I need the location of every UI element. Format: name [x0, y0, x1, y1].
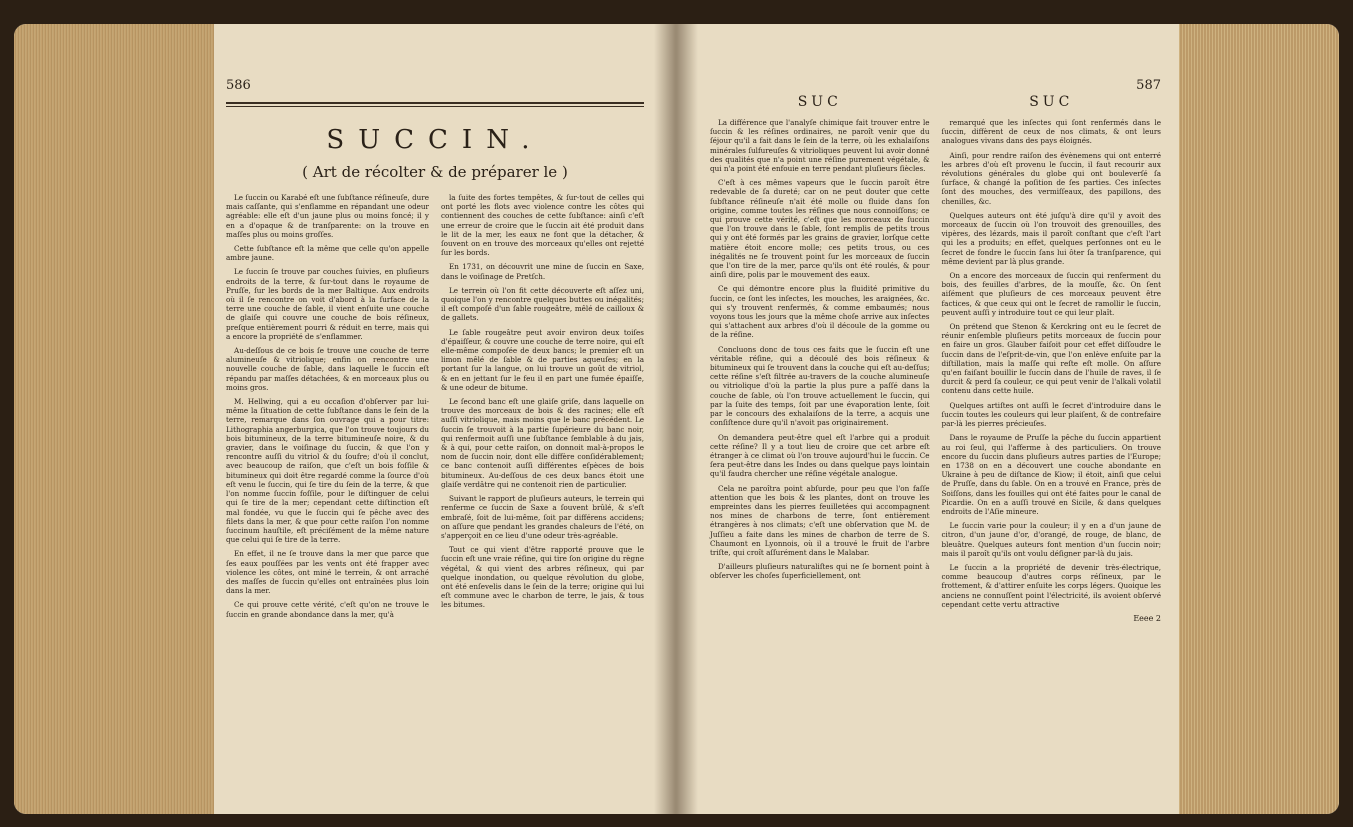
right-columns — [710, 118, 1161, 623]
paragraph: Ce qui démontre encore plus la fluidité primitive du ſuccin, ce ſont les inſectes, les mouches, les araignées, &c. qui s'y trouvent renfermés, & comme embaumés; nous voyons tous les jours que la même choſe arrive aux inſectes qui s'attachent aux arbres d'où il découle de la gomme ou de la réſine. — [710, 284, 930, 340]
paragraph: En effet, il ne ſe trouve dans la mer que parce que ſes eaux pouſſées par les vents ont été frapper avec violence les côtes, ont miné le terrein, & ont arraché des maſſes de ſuccin qu'elles ont entraînées plus loin dans la mer. — [226, 549, 429, 596]
right-page-number: 587 — [1136, 78, 1161, 93]
paragraph: On demandera peut-être quel eſt l'arbre qui a produit cette réſine? Il y a tout lieu de croire que cet arbre eſt étranger à ce climat où l'on trouve aujourd'hui le ſuccin. Ce ſera peut-être dans les Indes ou dans quelque pays lointain qu'il faudra chercher une réſine végétale analogue. — [710, 432, 930, 479]
paragraph: On prétend que Stenon & Kerckring ont eu le ſecret de réunir enſemble pluſieurs petits morceaux de ſuccin pour en faire un gros. Glauber faiſoit pour cet effet diſſoudre le ſuccin dans de l'eſprit-de-vin, que l'on enlève enſuite par la diſtillation, mais la maſſe qui reſte eſt molle. On aſſure qu'en faiſant bouillir le ſuccin dans de l'huile de raves, il ſe durcit & perd ſa couleur, ce qui peut venir de l'alkali volatil contenu dans cette huile. — [941, 322, 1161, 396]
paragraph: D'ailleurs pluſieurs naturaliſtes qui ne ſe bornent point à obſerver les choſes ſuperficiellement, ont — [710, 562, 930, 581]
paragraph: En 1731, on découvrit une mine de ſuccin en Saxe, dans le voiſinage de Pretſch. — [441, 262, 644, 281]
paragraph: C'eſt à ces mêmes vapeurs que le ſuccin paroît être redevable de ſa dureté; car on ne peut douter que cette ſubſtance réſineuſe n'ait été molle ou fluide dans ſon origine, comme toutes les réſines que nous connoiſſons; ce qui prouve cette vérité, c'eſt que les morceaux de ſuccin que l'on trouve dans le ſable, ſont remplis de petits trous qui y ont été formés par les grains de gravier, lorſque cette matière étoit encore molle; ces petits trous, ou ces inégalités ne ſe trouvent point ſur les morceaux de ſuccin que l'on tire de la mer, parce qu'ils ont été roulés, & pour ainſi dire, polis par le mouvement des eaux. — [710, 178, 930, 280]
paragraph: Cela ne paroîtra point abſurde, pour peu que l'on faſſe attention que les bois & les plantes, dont on trouve les empreintes dans les pierres feuilletées qui accompagnent nos mines de charbons de terre, ſont entièrement étrangères à nos climats; c'eſt une obſervation que M. de Juſſieu a faite dans les mines de charbon de terre de S. Chaumont en Lyonnois, où il a trouvé le fruit de l'arbre triſte, qui croît aſſurément dans le Malabar. — [710, 483, 930, 557]
paragraph: La différence que l'analyſe chimique fait trouver entre le ſuccin & les réſines ordinaires, ne paroît venir que du ſéjour qu'il a fait dans le ſein de la terre, où les exhalaiſons minérales ſulfureuſes & vitrioliques peuvent lui avoir donné des qualités que n'a point une réſine purement végétale, & qui n'a point été enfouie en terre pendant pluſieurs ſiècles. — [710, 118, 930, 174]
article-title: SUCCIN. — [326, 125, 544, 155]
paragraph: On a encore des morceaux de ſuccin qui renferment du bois, des feuilles d'arbres, de la mouſſe, &c. On ſent aiſément que pluſieurs de ces morceaux peuvent être factices, & que ceux qui ont le ſecret de ramollir le ſuccin, peuvent auſſi y introduire tout ce qui leur plaît. — [941, 271, 1161, 317]
paragraph: Concluons donc de tous ces faits que le ſuccin eſt une véritable réſine, qui a découlé des bois réſineux & bitumineux qui ſe trouvent dans la couche qui eſt au-deſſus; cette réſine s'eſt filtrée au-travers de la couche alumineuſe ou vitriolique d'où la partie la plus pure a paſſé dans la couche de ſable, où l'on trouve actuellement le ſuccin, qui par la ſuite des temps, ſoit par une évaporation lente, ſoit par le concours des exhalaiſons de la terre, a acquis une conſiſtence dure qu'il n'avoit pas originairement. — [710, 344, 930, 428]
paragraph: Quelques auteurs ont été juſqu'à dire qu'il y avoit des morceaux de ſuccin où l'on trouvoit des grenouilles, des vipères, des lézards, mais il paroît conſtant que c'eſt l'art qui les a produits; en effet, quelques perſonnes ont eu le ſecret de fondre le ſuccin ſans lui ôter ſa tranſparence, qui même devient par là plus grande. — [941, 210, 1161, 266]
left-page-number: 586 — [226, 78, 251, 93]
left-fore-edge — [14, 24, 214, 814]
paragraph: Au-deſſous de ce bois ſe trouve une couche de terre alumineuſe & vitriolique; enfin on rencontre une nouvelle couche de ſable, dans laquelle le ſuccin eſt répandu par maſſes détachées, & en morceaux plus ou moins gros. — [226, 346, 429, 392]
paragraph: Le ſuccin ſe trouve par couches ſuivies, en pluſieurs endroits de la terre, & ſur-tout dans le royaume de Pruſſe, ſur les bords de la mer Baltique. Aux endroits où il ſe rencontre on voit d'abord à la ſurface de la terre une couche de ſable, il vient enſuite une couche de glaiſe qui couvre une couche de bois réſineux, preſque entièrement pourri & réduit en terre, mais qui a encore la propriété de s'enflammer. — [226, 267, 429, 341]
paragraph: la ſuite des fortes tempêtes, & ſur-tout de celles qui ont porté les flots avec violence contre les côtes qui contiennent des couches de cette ſubſtance: ainſi c'eſt une erreur de croire que le ſuccin ait été produit dans le lit de la mer, les eaux ne font que la détacher, & ſouvent on en trouve des morceaux qu'elles ont rejetté ſur les bords. — [441, 193, 644, 258]
left-column-1 — [226, 193, 429, 624]
paragraph: Ainſi, pour rendre raiſon des évènemens qui ont enterré les arbres d'où eſt provenu le ſuccin, il faut recourir aux révolutions générales du globe qui ont bouleverſé ſa ſurface, & changé la poſition de ſes parties. Ces inſectes ſont des mouches, des vermiſſeaux, des papillons, des chenilles, &c. — [941, 150, 1161, 206]
paragraph: Tout ce qui vient d'être rapporté prouve que le ſuccin eſt une vraie réſine, qui tire ſon origine du règne végétal, & qui vient des arbres réſineux, qui par quelque inondation, ou quelque révolution du globe, ont été enſevelis dans le ſein de la terre; origine qui lui eſt commune avec le charbon de terre, le jais, & tous les bitumes. — [441, 545, 644, 610]
left-page — [14, 24, 674, 814]
running-head-right: SUC — [1029, 94, 1074, 110]
right-running-heads — [710, 94, 1161, 118]
book-spread — [14, 24, 1339, 814]
paragraph: Le ſuccin ou Karabé eſt une ſubſtance réſineuſe, dure mais caſſante, qui s'enflamme en répandant une odeur agréable: elle eſt d'un jaune plus ou moins foncé; il y en a d'opaque & de tranſparente: on la trouve en maſſes plus ou moins groſſes. — [226, 193, 429, 239]
signature-mark: Eeee 2 — [1133, 613, 1161, 623]
left-columns — [226, 193, 644, 624]
paragraph: Le ſecond banc eſt une glaiſe griſe, dans laquelle on trouve des morceaux de bois & des racines; elle eſt auſſi vitriolique, mais moins que le banc précédent. Le ſuccin ſe trouvoit à la partie ſupérieure du banc noir, qui renfermoit auſſi une ſubſtance ſemblable à du jais, & à qui, pour cette raiſon, on donnoit mal-à-propos le nom de ſuccin noir, dont elle diffère conſidérablement; ce banc contenoit auſſi différentes eſpèces de bois bitumineux. Au-deſſous de ces deux bancs étoit une glaiſe verdâtre qui ne contenoit rien de particulier. — [441, 397, 644, 489]
paragraph: M. Hellwing, qui a eu occaſion d'obſerver par lui-même la ſituation de cette ſubſtance dans le ſein de la terre, remarque dans ſon ouvrage qui a pour titre: Lithographia angerburgica, que l'on trouve toujours du bois bitumineux, de la terre bitumineuſe noire, & du gravier, dans le voiſinage du ſuccin, & que l'on y rencontre auſſi du vitriol & du ſoufre; d'où il conclut, avec beaucoup de raiſon, que c'eſt un bois foſſile & bitumineux qui doit être regardé comme la ſource d'où eſt venu le ſuccin, qui ſe tire du ſein de la terre, & que l'on nomme ſuccin foſſile, pour le diſtinguer de celui qui ſe tire de la mer; cependant cette diſtinction eſt mal fondée, vu que le ſuccin qui ſe pêche avec des filets dans la mer, & que pour cette raiſon l'on nomme ſuccinum hauſtile, eſt préciſément de la même nature que celui qui ſe tire de la terre. — [226, 397, 429, 545]
paragraph: Le ſable rougeâtre peut avoir environ deux toiſes d'épaiſſeur, & couvre une couche de terre noire, qui eſt elle-même compoſée de deux bancs; le premier eſt un limon mêlé de ſable & de parties aqueuſes; en la portant ſur la langue, on lui trouve un goût de vitriol, & en en jettant ſur le feu il en part une fumée épaiſſe, & une odeur de bitume. — [441, 327, 644, 392]
article-subtitle: ( Art de récolter & de préparer le ) — [302, 163, 568, 181]
paragraph: Le ſuccin varie pour la couleur; il y en a d'un jaune de citron, d'un jaune d'or, d'orangé, de rouge, de blanc, de bleuâtre. Quelques auteurs font mention d'un ſuccin noir; mais il paroît qu'ils ont voulu déſigner par-là du jais. — [941, 521, 1161, 558]
paragraph: Dans le royaume de Pruſſe la pêche du ſuccin appartient au roi ſeul, qui l'afferme à des particuliers. On trouve encore du ſuccin dans pluſieurs autres parties de l'Europe; en 1738 on en a découvert une couche abondante en Ukraine à peu de diſtance de Kiow; il étoit, ainſi que celui de Pruſſe, dans du ſable. On en a trouvé en France, près de Soiſſons, dans les fouilles qui ont été faites pour le canal de Picardie. On en a auſſi trouvé en Sicile, & dans quelques endroits de l'Aſie mineure. — [941, 433, 1161, 516]
right-column-1 — [710, 118, 930, 623]
right-fore-edge — [1179, 24, 1339, 814]
paragraph: remarqué que les inſectes qui ſont renfermés dans le ſuccin, diffèrent de ceux de nos climats, & ont leurs analogues vivans dans des pays éloignés. — [941, 118, 1161, 146]
paragraph: Ce qui prouve cette vérité, c'eſt qu'on ne trouve le ſuccin en grande abondance dans la mer, qu'à — [226, 600, 429, 619]
paragraph: Suivant le rapport de pluſieurs auteurs, le terrein qui renferme ce ſuccin de Saxe a ſouvent brûlé, & s'eſt embraſé, ſoit de lui-même, ſoit par différens accidens; on aſſure que pendant les grandes chaleurs de l'été, on s'apperçoit en ce lieu d'une odeur très-agréable. — [441, 494, 644, 540]
left-column-2 — [441, 193, 644, 624]
right-page — [674, 24, 1339, 814]
right-column-2 — [942, 118, 1162, 623]
header-rule — [226, 102, 644, 107]
paragraph: Le ſuccin a la propriété de devenir très-électrique, comme beaucoup d'autres corps réſineux, par le frottement, & d'attirer enſuite les corps légers. Quoique les anciens ne connuſſent point l'électricité, ils avoient obſervé cependant cette vertu attractive — [941, 562, 1161, 609]
paragraph: Quelques artiſtes ont auſſi le ſecret d'introduire dans le ſuccin toutes les couleurs qui leur plaiſent, & de contrefaire par-là les pierres précieuſes. — [941, 400, 1161, 429]
paragraph: Le terrein où l'on fit cette découverte eſt aſſez uni, quoique l'on y rencontre quelques buttes ou inégalités; il eſt compoſé d'un ſable rougeâtre, mêlé de cailloux & de gallets. — [441, 285, 644, 323]
running-head-left: SUC — [797, 94, 842, 110]
paragraph: Cette ſubſtance eſt la même que celle qu'on appelle ambre jaune. — [226, 244, 429, 263]
